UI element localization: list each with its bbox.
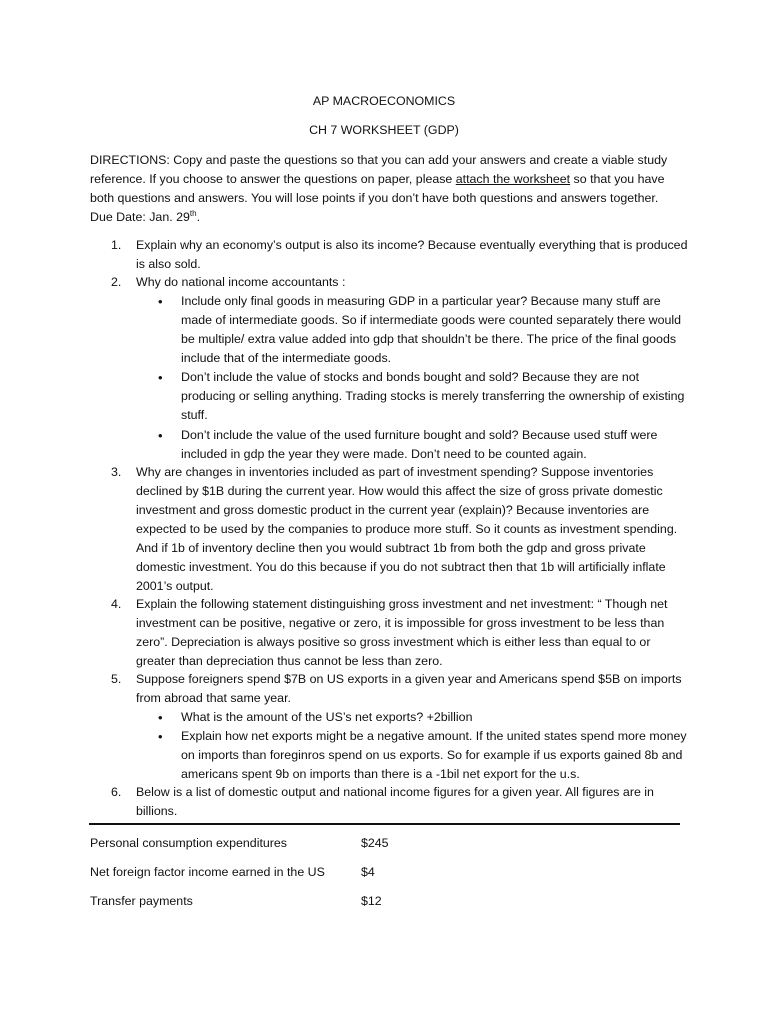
course-title: AP MACROECONOMICS bbox=[312, 94, 456, 108]
question-5 bbox=[90, 670, 690, 708]
bullet-icon: • bbox=[158, 294, 163, 309]
question-text: Why are changes in inventories included as part of investment spending? Suppose inventories declined by $1B during the current year. How would this affect the size of gross private domestic investment and gross domestic product in the current year (explain)? Because inventories are expected to be used by the companies to produce more stuff. So it counts as investment spending. And if 1b of inventory decline then you would subtract 1b from both the gdp and gross private domestic investment. You do this because if you do not subtract then that 1b will artificially inflate 2001’s output. bbox=[136, 465, 678, 593]
question-text: Below is a list of domestic output and national income figures for a given year. All figures are in billions. bbox=[136, 785, 654, 818]
bullet-icon: • bbox=[158, 428, 163, 443]
bullet-text: Include only final goods in measuring GDP in a particular year? Because many stuff are made of intermediate goods. So if intermediate goods were counted separately there would be multiple/ extra value added into gdp that shouldn’t be there. The price of the final goods include that of the intermediate goods. bbox=[181, 294, 682, 365]
bullet-text: Explain how net exports might be a negative amount. If the united states spend more money on imports than foreginros spend on us exports. So for example if us exports gained 8b and americans spent 9b on imports than there is a -1bil net export for the u.s. bbox=[181, 729, 687, 781]
row-label: Transfer payments bbox=[90, 894, 193, 908]
row-value: $4 bbox=[361, 865, 375, 879]
bullet-icon: • bbox=[158, 370, 163, 385]
table-top-rule bbox=[89, 823, 680, 825]
table-row bbox=[90, 892, 680, 911]
question-1 bbox=[90, 236, 690, 274]
question-text: Why do national income accountants : bbox=[136, 275, 346, 289]
question-4 bbox=[90, 595, 690, 671]
bullet-item bbox=[158, 292, 688, 368]
bullet-text: What is the amount of the US’s net exports? +2billion bbox=[181, 710, 473, 724]
question-number: 2. bbox=[111, 275, 122, 289]
question-2 bbox=[90, 273, 690, 292]
row-value: $12 bbox=[361, 894, 382, 908]
directions-end: . bbox=[196, 210, 201, 224]
question-3 bbox=[90, 463, 690, 596]
bullet-item bbox=[158, 727, 688, 784]
bullet-icon: • bbox=[158, 729, 163, 744]
bullet-text: Don’t include the value of stocks and bonds bought and sold? Because they are not producing or selling anything. Trading stocks is merely transferring the ownership of existing stuff. bbox=[181, 370, 685, 422]
directions-lead: DIRECTIONS: Copy and paste the questions so that you can add your answers and create a viable study reference. If you choose to answer the questions on paper, please bbox=[90, 153, 668, 186]
directions-rest: so that you have both questions and answers. You will lose points if you don’t have both questions and answers together. Due Date: Jan. 29 bbox=[90, 172, 665, 224]
table-row bbox=[90, 863, 680, 882]
question-text: Explain why an economy’s output is also its income? Because eventually everything that is produced is also sold. bbox=[136, 238, 688, 271]
question-number: 3. bbox=[111, 465, 122, 479]
question-number: 4. bbox=[111, 597, 122, 611]
question-number: 1. bbox=[111, 238, 122, 252]
bullet-item bbox=[158, 708, 688, 727]
row-label: Personal consumption expenditures bbox=[90, 836, 287, 850]
question-6 bbox=[90, 783, 690, 821]
bullet-item bbox=[158, 426, 688, 464]
question-number: 6. bbox=[111, 785, 122, 799]
question-number: 5. bbox=[111, 672, 122, 686]
row-label: Net foreign factor income earned in the US bbox=[90, 865, 325, 879]
worksheet-title: CH 7 WORKSHEET (GDP) bbox=[309, 123, 459, 137]
directions-paragraph bbox=[90, 151, 680, 227]
bullet-text: Don’t include the value of the used furniture bought and sold? Because used stuff were included in gdp the year they were made. Don’t need to be counted again. bbox=[181, 428, 658, 461]
question-text: Suppose foreigners spend $7B on US exports in a given year and Americans spend $5B on imports from abroad that same year. bbox=[136, 672, 682, 705]
question-text: Explain the following statement distinguishing gross investment and net investment: “ Though net investment can be positive, negative or zero, it is impossible for gross investment to be less than zero”. Depreciation is always positive so gross investment which is either less than equal to or greater than depreciation thus cannot be less than zero. bbox=[136, 597, 668, 668]
date-suffix: th bbox=[189, 208, 197, 218]
attach-worksheet-text: attach the worksheet bbox=[455, 172, 571, 186]
bullet-icon: • bbox=[158, 710, 163, 725]
bullet-item bbox=[158, 368, 688, 425]
row-value: $245 bbox=[361, 836, 389, 850]
table-row bbox=[90, 834, 680, 853]
